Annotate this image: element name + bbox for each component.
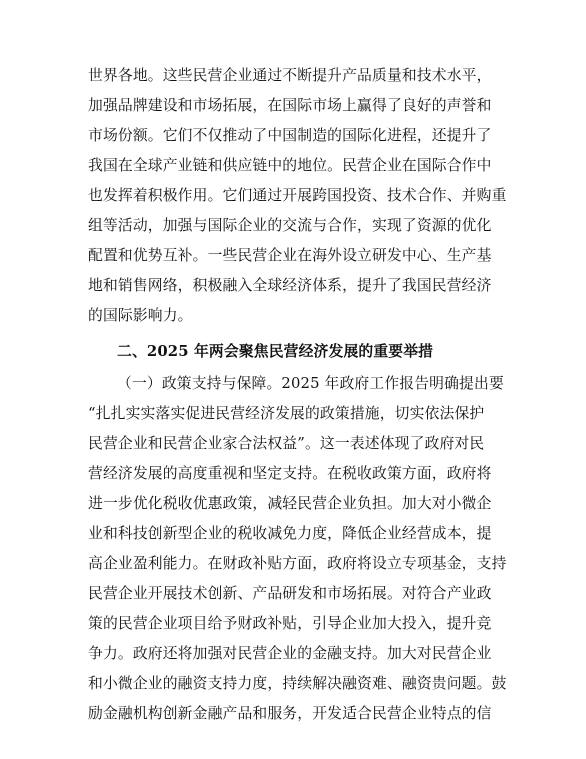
section-heading: 二、2025 年两会聚焦民营经济发展的重要举措 xyxy=(117,343,434,360)
paragraph-1-line-2: 加强品牌建设和市场拓展，在国际市场上赢得了良好的声誉和 xyxy=(88,97,492,114)
paragraph-1-line-8: 地和销售网络，积极融入全球经济体系，提升了我国民营经济 xyxy=(88,277,492,294)
paragraph-1-line-6: 组等活动，加强与国际企业的交流与合作，实现了资源的优化 xyxy=(88,217,492,234)
paragraph-1-line-4: 我国在全球产业链和供应链中的地位。民营企业在国际合作中 xyxy=(88,157,492,174)
paragraph-2-line-1: （一）政策支持与保障。2025 年政府工作报告明确提出要 xyxy=(117,375,504,392)
paragraph-2-line-3: 民营企业和民营企业家合法权益”。这一表述体现了政府对民 xyxy=(88,435,485,452)
paragraph-2-line-8: 民营企业开展技术创新、产品研发和市场拓展。对符合产业政 xyxy=(88,585,492,602)
paragraph-1-line-7: 配置和优势互补。一些民营企业在海外设立研发中心、生产基 xyxy=(88,247,492,264)
paragraph-2-line-9: 策的民营企业项目给予财政补贴，引导企业加大投入，提升竞 xyxy=(88,615,492,632)
paragraph-1-line-3: 市场份额。它们不仅推动了中国制造的国际化进程，还提升了 xyxy=(88,127,492,144)
paragraph-2-line-11: 和小微企业的融资支持力度，持续解决融资难、融资贵问题。鼓 xyxy=(88,675,507,692)
paragraph-2-line-7: 高企业盈利能力。在财政补贴方面，政府将设立专项基金，支持 xyxy=(88,555,507,572)
paragraph-2-line-4: 营经济发展的高度重视和坚定支持。在税收政策方面，政府将 xyxy=(88,465,492,482)
paragraph-1-line-1: 世界各地。这些民营企业通过不断提升产品质量和技术水平， xyxy=(88,67,492,84)
paragraph-2-line-12: 励金融机构创新金融产品和服务，开发适合民营企业特点的信 xyxy=(88,705,492,722)
paragraph-2-line-5: 进一步优化税收优惠政策，减轻民营企业负担。加大对小微企 xyxy=(88,495,492,512)
paragraph-1-line-5: 也发挥着积极作用。它们通过开展跨国投资、技术合作、并购重 xyxy=(88,187,507,204)
paragraph-2-line-2: “扎扎实实落实促进民营经济发展的政策措施，切实依法保护 xyxy=(88,405,485,422)
paragraph-2-line-10: 争力。政府还将加强对民营企业的金融支持。加大对民营企业 xyxy=(88,645,492,662)
paragraph-1-line-9: 的国际影响力。 xyxy=(88,307,193,324)
paragraph-2-line-6: 业和科技创新型企业的税收减免力度，降低企业经营成本，提 xyxy=(88,525,492,542)
